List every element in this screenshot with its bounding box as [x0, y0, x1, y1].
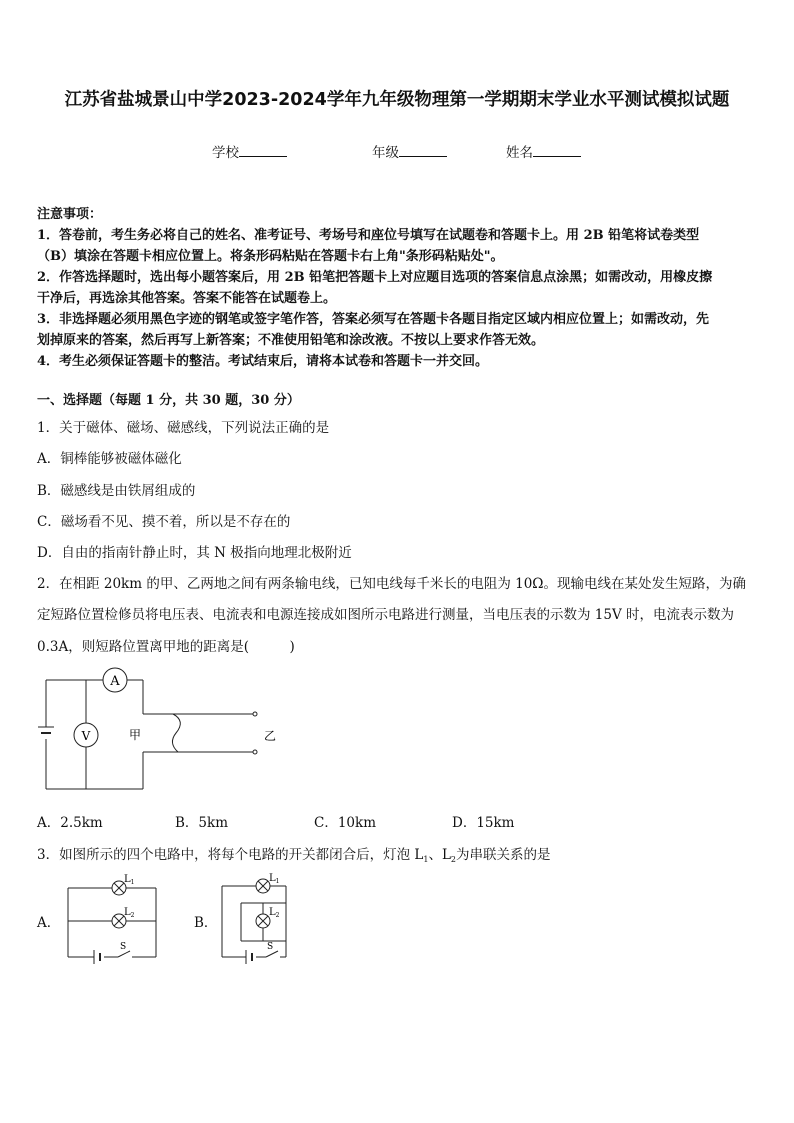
- grade-blank[interactable]: [399, 144, 447, 157]
- school-blank[interactable]: [239, 144, 287, 157]
- q1-option-d[interactable]: D．自由的指南针静止时，其 N 极指向地理北极附近: [37, 545, 352, 561]
- lamp-l2-label: $L_2$: [124, 907, 135, 919]
- q3-circuit-a: [60, 873, 170, 965]
- lamp-l1-label: $L_1$: [124, 874, 135, 886]
- q3-option-b[interactable]: B．: [194, 915, 218, 931]
- school-field[interactable]: [212, 141, 287, 161]
- grade-label: 年级: [372, 145, 399, 161]
- switch-label: S: [267, 942, 274, 952]
- question-1-stem: 1．关于磁体、磁场、磁感线，下列说法正确的是: [37, 420, 330, 436]
- q3-option-a[interactable]: A．: [37, 915, 61, 931]
- lamp-l1-label: $L_1$: [269, 873, 280, 885]
- name-blank[interactable]: [533, 144, 581, 157]
- q1-option-a[interactable]: A．铜棒能够被磁体磁化: [37, 451, 182, 467]
- switch-label: S: [120, 942, 127, 952]
- q3-circuit-b: [216, 873, 316, 965]
- question-2-stem: 0.3A，则短路位置离甲地的距离是( ): [37, 639, 295, 655]
- notice-heading: 注意事项：: [37, 207, 103, 222]
- q2-circuit-diagram: [36, 667, 286, 797]
- q1-option-b[interactable]: B．磁感线是由铁屑组成的: [37, 483, 196, 499]
- lamp-icon: [112, 881, 126, 928]
- terminal-icon: [253, 712, 257, 716]
- question-3-stem: 3．如图所示的四个电路中，将每个电路的开关都闭合后，灯泡 $L_1$、$L_2$为串联关系的是: [37, 847, 551, 864]
- school-label: 学校: [212, 145, 239, 161]
- notice-line: 1．答卷前，考生务必将自己的姓名、准考证号、考场号和座位号填写在试题卷和答题卡上。用 2B 铅笔将试卷类型: [37, 228, 700, 243]
- notice-line: 2．作答选择题时，选出每小题答案后，用 2B 铅笔把答题卡上对应题目选项的答案信息点涂黑；如需改动，用橡皮擦: [37, 270, 713, 285]
- page-title: 江苏省盐城景山中学2023-2024学年九年级物理第一学期期末学业水平测试模拟试题: [64, 90, 730, 110]
- question-2-stem: 2．在相距 20km 的甲、乙两地之间有两条输电线，已知电线每千米长的电阻为 10Ω。现输电线在某处发生短路，为确: [37, 576, 746, 592]
- q1-option-c[interactable]: C．磁场看不见、摸不着，所以是不存在的: [37, 514, 291, 530]
- q2-option-a[interactable]: A．2.5km: [37, 815, 103, 831]
- q2-option-d[interactable]: D．15km: [452, 815, 515, 831]
- lamp-l2-label: $L_2$: [269, 907, 280, 919]
- label-jia: 甲: [129, 728, 142, 742]
- question-2-stem: 定短路位置检修员将电压表、电流表和电源连接成如图所示电路进行测量，当电压表的示数为 15V 时，电流表示数为: [37, 607, 735, 623]
- terminal-icon: [253, 750, 257, 754]
- ammeter-label: A: [110, 674, 120, 689]
- notice-line: 3．非选择题必须用黑色字迹的钢笔或签字笔作答，答案必须写在答题卡各题目指定区域内相应位置上；如需改动，先: [37, 312, 710, 327]
- grade-field[interactable]: [372, 141, 447, 161]
- notice-line: 干净后，再选涂其他答案。答案不能答在试题卷上。: [37, 291, 337, 306]
- notice-line: 划掉原来的答案，然后再写上新答案；不准使用铅笔和涂改液。不按以上要求作答无效。: [37, 333, 545, 348]
- q2-option-c[interactable]: C．10km: [314, 815, 376, 831]
- q2-option-b[interactable]: B．5km: [175, 815, 228, 831]
- notice-line: 4．考生必须保证答题卡的整洁。考试结束后，请将本试卷和答题卡一并交回。: [37, 354, 489, 369]
- name-field[interactable]: [506, 141, 581, 161]
- voltmeter-label: V: [81, 729, 91, 743]
- section-heading: 一、选择题（每题 1 分，共 30 题，30 分）: [37, 393, 300, 408]
- label-yi: 乙: [264, 729, 277, 743]
- notice-line: （B）填涂在答题卡相应位置上。将条形码粘贴在答题卡右上角"条形码粘贴处"。: [37, 249, 504, 264]
- name-label: 姓名: [506, 145, 533, 161]
